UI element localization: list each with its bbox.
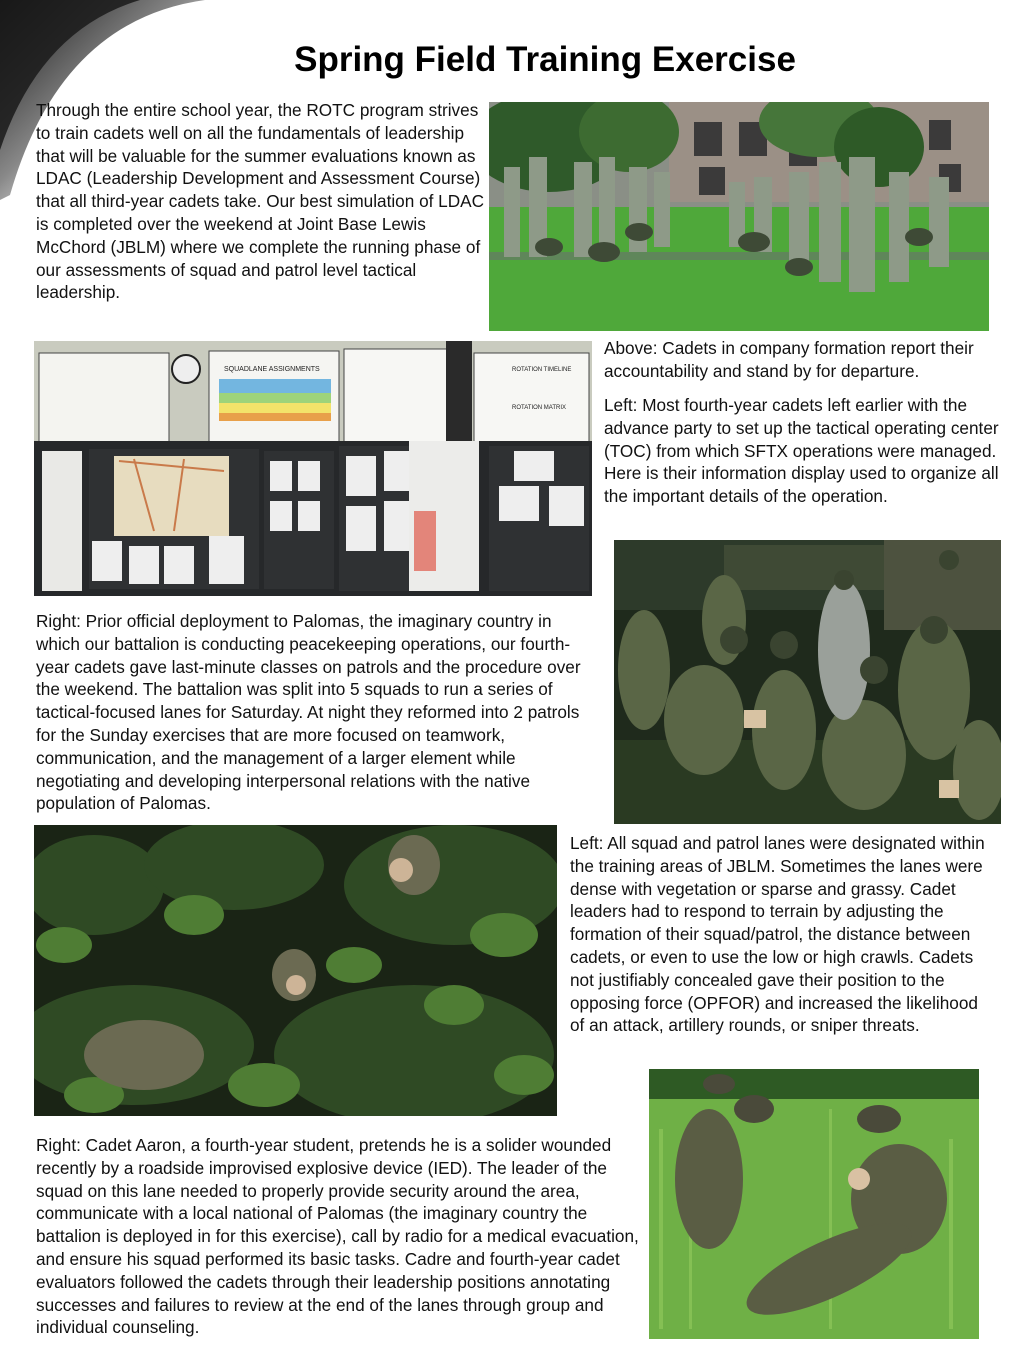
caption-aaron: Right: Cadet Aaron, a fourth-year student, pretends he is a solider wounded recently by a roadside improvised explosive device (IED). The leader of the squad on this lane needed to properly provide security around the area, communicate with a local national of Palomas (the imaginary country the battalion is deployed in for this exercise), call by radio for a medical evacuation, and ensure his squad performed its basic tasks. Cadre and fourth-year cadet evaluators followed the cadets through their leadership positions annotating successes and failures to review at the end of the lanes through group and individual counseling.	[36, 1135, 639, 1338]
photo-patrol-classes	[614, 540, 1001, 824]
caption-toc: Left: Most fourth-year cadets left earlier with the advance party to set up the tactical operating center (TOC) from which SFTX operations were managed. Here is their information display used to organize all the important details of the operation.	[604, 395, 999, 507]
photo-company-formation	[489, 102, 989, 331]
caption-palomas: Right: Prior official deployment to Palomas, the imaginary country in which our battalion is conducting peacekeeping operations, our fourth-year cadets gave last-minute classes on patrols and the procedure over the weekend. The battalion was split into 5 squads to run a series of tactical-focused lanes for Saturday. At night they reformed into 2 patrols for the Sunday exercises that are more focused on teamwork, communication, and the management of a larger element while negotiating and developing interpersonal relations with the native population of Palomas.	[36, 611, 581, 814]
board-label-matrix: ROTATION MATRIX	[512, 405, 566, 411]
caption-formation: Above: Cadets in company formation report their accountability and stand by for departure.	[604, 338, 974, 381]
caption-lanes: Left: All squad and patrol lanes were designated within the training areas of JBLM. Sometimes the lanes were dense with vegetation or sparse and grassy. Cadet leaders had to respond to terrain by adjusting the formation of their squad/patrol, the distance between cadets, or even to use the low or high crawls. Cadets not justifiably concealed gave their position to the opposing force (OPFOR) and increased the likelihood of an attack, artillery rounds, or sniper threats.	[570, 833, 985, 1036]
page-title: Spring Field Training Exercise	[294, 40, 796, 79]
photo-casualty-drill	[649, 1069, 979, 1339]
photo-vegetation-lane	[34, 825, 557, 1116]
photo-toc-display	[34, 341, 592, 596]
board-label-squad: SQUADLANE ASSIGNMENTS	[224, 366, 320, 373]
intro-paragraph: Through the entire school year, the ROTC program strives to train cadets well on all the fundamentals of leadership that will be valuable for the summer evaluations known as LDAC (Leadership Development and Assessment Course) that all third-year cadets take. Our best simulation of LDAC is completed over the weekend at Joint Base Lewis McChord (JBLM) where we complete the running phase of our assessments of squad and patrol level tactical leadership.	[36, 100, 485, 303]
board-label-timeline: ROTATION TIMELINE	[512, 367, 572, 373]
